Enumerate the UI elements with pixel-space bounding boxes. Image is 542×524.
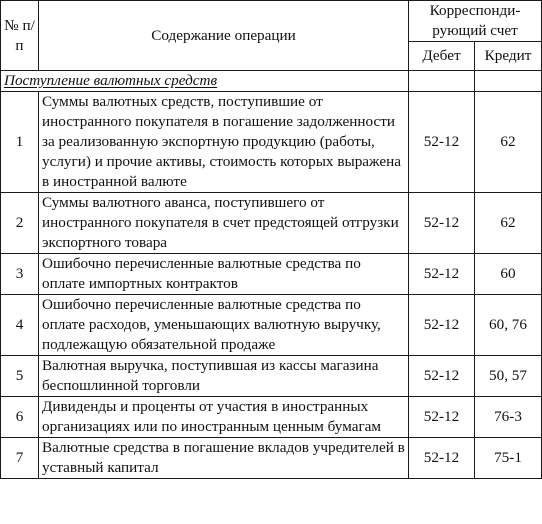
section-row bbox=[1, 71, 542, 92]
table-row bbox=[1, 356, 542, 397]
header-credit: Кредит bbox=[475, 42, 542, 71]
row-credit: 62 bbox=[475, 193, 542, 254]
header-number: № п/п bbox=[1, 1, 39, 71]
table-row bbox=[1, 92, 542, 193]
row-description: Дивиденды и проценты от участия в иностранных организациях или по иностранным ценным бумагам bbox=[39, 397, 409, 438]
table-header bbox=[1, 1, 542, 71]
header-corresponding-account: Корреспонди-рующий счет bbox=[409, 1, 542, 42]
row-description: Ошибочно перечисленные валютные средства по оплате импортных контрактов bbox=[39, 254, 409, 295]
section-empty-credit bbox=[475, 71, 542, 92]
row-description: Валютные средства в погашение вкладов учредителей в уставный капитал bbox=[39, 438, 409, 479]
row-number: 6 bbox=[1, 397, 39, 438]
row-number: 3 bbox=[1, 254, 39, 295]
table-row bbox=[1, 438, 542, 479]
row-credit: 76-3 bbox=[475, 397, 542, 438]
row-debit: 52-12 bbox=[409, 193, 475, 254]
row-credit: 62 bbox=[475, 92, 542, 193]
row-debit: 52-12 bbox=[409, 397, 475, 438]
row-debit: 52-12 bbox=[409, 295, 475, 356]
row-debit: 52-12 bbox=[409, 254, 475, 295]
row-number: 4 bbox=[1, 295, 39, 356]
table-body bbox=[1, 71, 542, 479]
section-empty-debit bbox=[409, 71, 475, 92]
row-number: 5 bbox=[1, 356, 39, 397]
row-credit: 75-1 bbox=[475, 438, 542, 479]
row-description: Суммы валютных средств, поступившие от иностранного покупателя в погашение задолженности за реализованную экспортную продукцию (работы, услуги) и прочие активы, стоимость которых выражена в иностранной валюте bbox=[39, 92, 409, 193]
row-description: Валютная выручка, поступившая из кассы магазина беспошлинной торговли bbox=[39, 356, 409, 397]
table-row bbox=[1, 254, 542, 295]
row-credit: 60 bbox=[475, 254, 542, 295]
row-debit: 52-12 bbox=[409, 92, 475, 193]
row-number: 1 bbox=[1, 92, 39, 193]
header-debit: Дебет bbox=[409, 42, 475, 71]
header-description: Содержание операции bbox=[39, 1, 409, 71]
section-title: Поступление валютных средств bbox=[1, 71, 409, 92]
row-number: 7 bbox=[1, 438, 39, 479]
row-number: 2 bbox=[1, 193, 39, 254]
row-description: Суммы валютного аванса, поступившего от иностранного покупателя в счет предстоящей отгрузки экспортного товара bbox=[39, 193, 409, 254]
row-description: Ошибочно перечисленные валютные средства по оплате расходов, уменьшающих валютную выручку, подлежащую обязательной продаже bbox=[39, 295, 409, 356]
row-credit: 60, 76 bbox=[475, 295, 542, 356]
row-debit: 52-12 bbox=[409, 356, 475, 397]
row-credit: 50, 57 bbox=[475, 356, 542, 397]
row-debit: 52-12 bbox=[409, 438, 475, 479]
table-row bbox=[1, 397, 542, 438]
table-row bbox=[1, 193, 542, 254]
table-row bbox=[1, 295, 542, 356]
